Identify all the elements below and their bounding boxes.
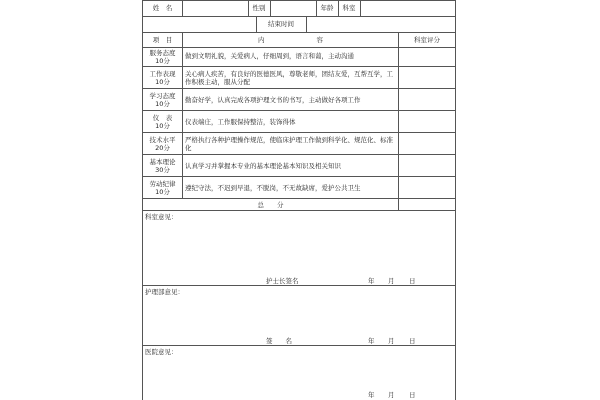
rule-row-4 xyxy=(142,132,455,133)
date-month: 月 xyxy=(388,277,395,285)
row-points: 30分 xyxy=(155,166,170,174)
row-points: 10分 xyxy=(155,78,170,86)
row-item: 基本理论 xyxy=(149,158,176,166)
rule-nursing-opinion xyxy=(142,345,455,346)
nursing-dept-opinion-label: 护理部意见： xyxy=(145,288,184,296)
rule-row-6 xyxy=(142,176,455,177)
row-points: 20分 xyxy=(155,144,170,152)
signature-label: 签 名 xyxy=(266,337,292,345)
row-content: 做到文明礼貌，关爱病人，仔细周到，语言和蔼，主动沟通 xyxy=(185,52,354,60)
date-day: 日 xyxy=(409,337,416,345)
row-points: 10分 xyxy=(155,57,170,65)
date-day: 日 xyxy=(409,277,416,285)
rule-col-item xyxy=(182,32,183,198)
head-nurse-signature-label: 护士长签名 xyxy=(266,277,299,285)
rule-row-1 xyxy=(142,66,455,67)
date-year: 年 xyxy=(368,391,375,399)
row-item: 学习态度 xyxy=(149,92,176,100)
row-content: 关心病人疾苦，有良好的医德医风，尊敬老师，团结友爱，互帮互学，工作积极主动，服从分配 xyxy=(185,70,393,86)
row-content: 严格执行各种护理操作规范，使临床护理工作做到科学化、规范化、标准化 xyxy=(185,136,393,152)
row-item: 工作表现 xyxy=(149,70,176,78)
rule-h1-a xyxy=(182,0,183,16)
dept-label: 科室 xyxy=(342,4,356,12)
rule-total xyxy=(142,210,455,211)
rule-row-2 xyxy=(142,88,455,89)
rule-h1-c xyxy=(270,0,271,16)
name-label: 姓 名 xyxy=(152,4,173,12)
rule-row-7 xyxy=(142,198,455,199)
row-content: 仪表端庄，工作服保持整洁，装饰得体 xyxy=(185,118,296,126)
row-points: 10分 xyxy=(155,100,170,108)
total-label: 总 分 xyxy=(257,201,284,209)
row-points: 10分 xyxy=(155,188,170,196)
col-content-header: 内 容 xyxy=(258,36,323,44)
gender-label: 性别 xyxy=(252,4,266,12)
date-year: 年 xyxy=(368,337,375,345)
rule-col-score xyxy=(398,32,399,210)
date-year: 年 xyxy=(368,277,375,285)
hospital-opinion-label: 医院意见： xyxy=(145,348,178,356)
row-content: 认真学习并掌握本专业的基本理论基本知识及相关知识 xyxy=(185,162,341,170)
dept-opinion-label: 科室意见： xyxy=(145,213,178,221)
rule-header-1 xyxy=(142,16,455,17)
rule-top xyxy=(142,0,455,1)
row-item: 服务态度 xyxy=(149,49,176,57)
rule-right xyxy=(455,0,456,400)
date-month: 月 xyxy=(388,337,395,345)
rule-row-3 xyxy=(142,110,455,111)
end-time-label: 结束时间 xyxy=(268,20,294,28)
age-label: 年龄 xyxy=(320,4,334,12)
date-day: 日 xyxy=(409,391,416,399)
rule-h1-f xyxy=(360,0,361,16)
rule-h2-b xyxy=(306,16,307,32)
col-score-header: 科室评分 xyxy=(414,36,440,44)
row-item: 技术水平 xyxy=(149,136,176,144)
col-item-header: 项 目 xyxy=(152,36,173,44)
row-item: 仪 表 xyxy=(152,114,173,122)
row-content: 遵纪守法，不迟到早退，不脱岗，不无故缺席，爱护公共卫生 xyxy=(185,184,361,192)
rule-header-2 xyxy=(142,32,455,33)
row-content: 勤奋好学，认真完成各项护理文书的书写，主动做好各项工作 xyxy=(185,96,361,104)
row-points: 10分 xyxy=(155,122,170,130)
row-item: 劳动纪律 xyxy=(149,180,176,188)
date-month: 月 xyxy=(388,391,395,399)
rule-dept-opinion xyxy=(142,285,455,286)
rule-row-5 xyxy=(142,154,455,155)
rule-col-header xyxy=(142,47,455,48)
